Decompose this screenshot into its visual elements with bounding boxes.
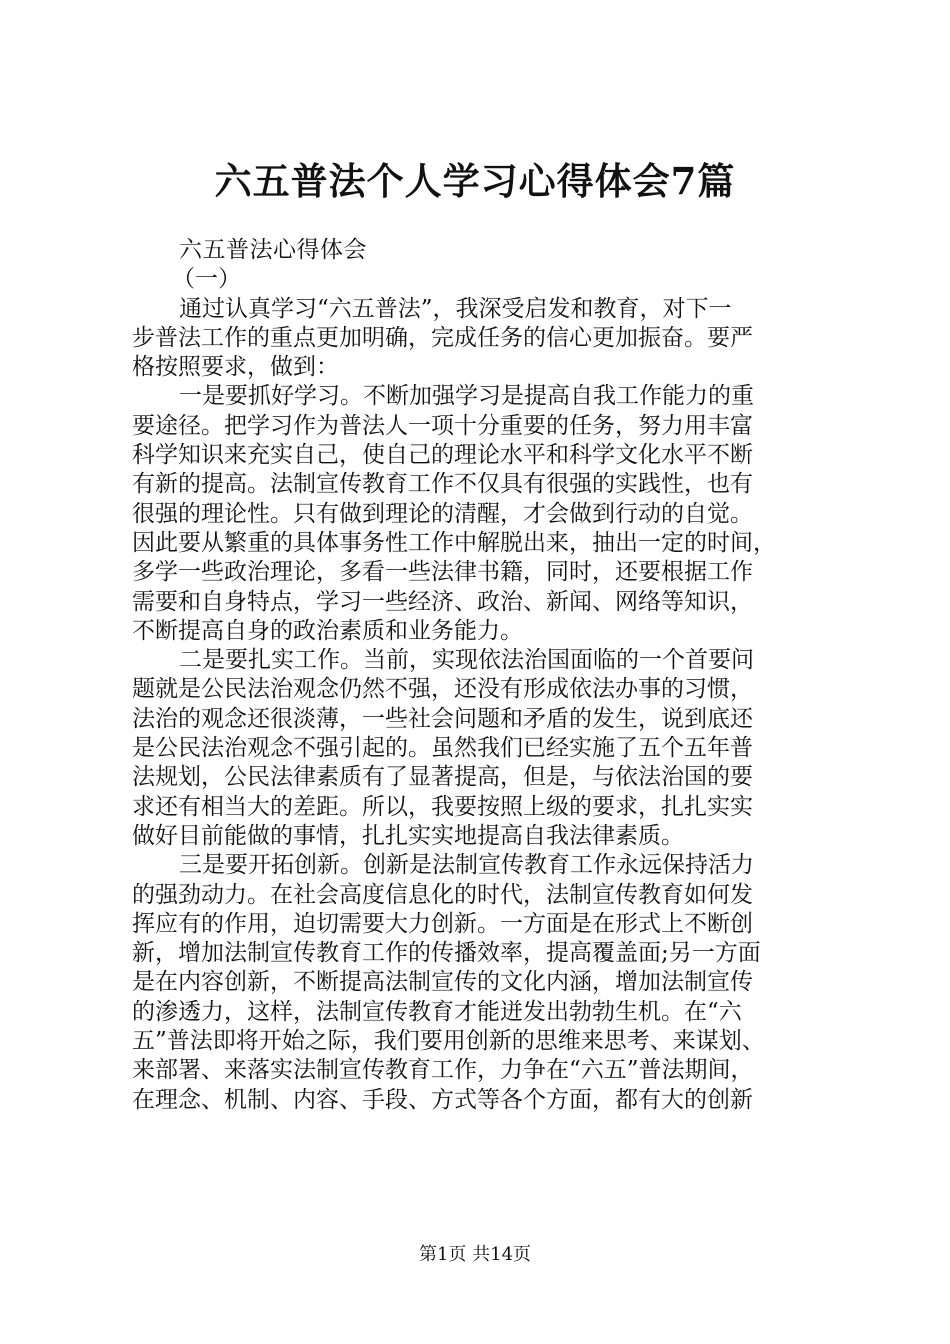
text-line: 需要和自身特点，学习一些经济、政治、新闻、网络等知识， [132,588,753,615]
text-line: 在理念、机制、内容、手段、方式等各个方面，都有大的创新 [132,1086,753,1113]
text-line: 步普法工作的重点更加明确，完成任务的信心更加振奋。要严 [132,324,753,351]
text-line: 求还有相当大的差距。所以，我要按照上级的要求，扎扎实实 [132,793,753,820]
text-line: 新，增加法制宣传教育工作的传播效率，提高覆盖面;另一方面 [132,940,761,967]
text-line: 法规划，公民法律素质有了显著提高，但是，与依法治国的要 [132,764,753,791]
text-line: 二是要扎实工作。当前，实现依法治国面临的一个首要问 [179,647,754,674]
document-body [132,236,832,1115]
text-line: 多学一些政治理论，多看一些法律书籍，同时，还要根据工作 [132,559,753,586]
text-line: 题就是公民法治观念仍然不强，还没有形成依法办事的习惯， [132,676,753,703]
text-line: 挥应有的作用，迫切需要大力创新。一方面是在形式上不断创 [132,910,753,937]
text-line: 因此要从繁重的具体事务性工作中解脱出来，抽出一定的时间， [132,529,776,556]
text-line: 有新的提高。法制宣传教育工作不仅具有很强的实践性，也有 [132,471,753,498]
text-line: 做好目前能做的事情，扎扎实实地提高自我法律素质。 [132,822,684,849]
subheading: 六五普法心得体会 [179,237,367,263]
text-line: 来部署、来落实法制宣传教育工作，力争在“六五”普法期间， [132,1057,754,1084]
text-line: 一是要抓好学习。不断加强学习是提高自我工作能力的重 [179,383,754,410]
text-line: 五”普法即将开始之际，我们要用创新的思维来思考、来谋划、 [132,1028,765,1055]
text-line: 的强劲动力。在社会高度信息化的时代，法制宣传教育如何发 [132,881,753,908]
text-line: 法治的观念还很淡薄，一些社会问题和矛盾的发生，说到底还 [132,705,753,732]
text-line: 三是要开拓创新。创新是法制宣传教育工作永远保持活力 [179,852,754,879]
text-line: 的渗透力，这样，法制宣传教育才能迸发出勃勃生机。在“六 [132,998,742,1025]
document-title: 六五普法个人学习心得体会7篇 [214,159,736,203]
paragraph-lines [132,295,832,1115]
text-line: 格按照要求，做到： [132,354,339,381]
text-line: 要途径。把学习作为普法人一项十分重要的任务，努力用丰富 [132,412,753,439]
text-line: 通过认真学习“六五普法”，我深受启发和教育，对下一 [179,295,732,322]
page-footer: 第1页 共14页 [418,1244,532,1265]
text-line: 是在内容创新，不断提高法制宣传的文化内涵，增加法制宣传 [132,969,753,996]
text-line: 很强的理论性。只有做到理论的清醒，才会做到行动的自觉。 [132,500,753,527]
text-line: 是公民法治观念不强引起的。虽然我们已经实施了五个五年普 [132,735,753,762]
text-line: 科学知识来充实自己，使自己的理论水平和科学文化水平不断 [132,442,753,469]
section-label: （一） [172,266,241,293]
text-line: 不断提高自身的政治素质和业务能力。 [132,617,523,644]
